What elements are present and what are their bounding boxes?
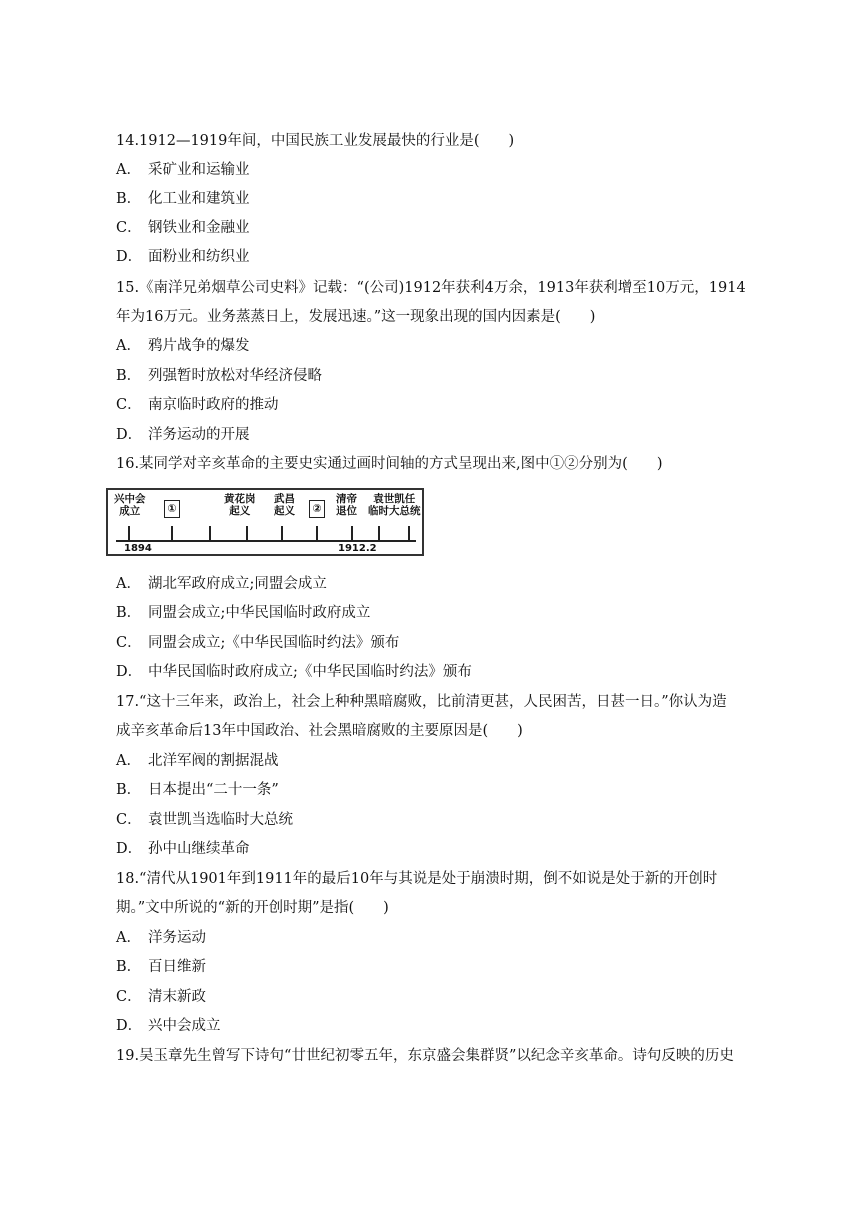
q14-option-b xyxy=(116,189,250,209)
option-text: 北洋军阀的割据混战 xyxy=(148,753,279,769)
option-text: 洋务运动 xyxy=(148,930,206,946)
timeline-tick xyxy=(281,526,283,540)
option-text: 同盟会成立;中华民国临时政府成立 xyxy=(148,605,371,621)
q17-option-b xyxy=(116,780,279,800)
q18-option-b xyxy=(116,957,206,977)
option-letter: B． xyxy=(116,368,142,384)
timeline-tick xyxy=(408,526,410,540)
option-text: 钢铁业和金融业 xyxy=(148,220,250,236)
option-letter: C． xyxy=(116,635,142,651)
timeline-year-end: 1912.2 xyxy=(338,543,377,554)
option-text: 列强暂时放松对华经济侵略 xyxy=(148,368,322,384)
q16-option-d xyxy=(116,662,472,682)
option-letter: A． xyxy=(116,338,141,354)
q18-option-c xyxy=(116,987,206,1007)
timeline-tick xyxy=(378,526,380,540)
option-letter: D． xyxy=(116,664,143,680)
option-letter: C． xyxy=(116,220,142,236)
option-text: 中华民国临时政府成立;《中华民国临时约法》颁布 xyxy=(148,664,472,680)
option-text: 洋务运动的开展 xyxy=(148,427,250,443)
option-text: 化工业和建筑业 xyxy=(148,191,250,207)
q19-stem-line1: 19.吴玉章先生曾写下诗句“廿世纪初零五年，东京盛会集群贤”以纪念辛亥革命。诗句反映的历史 xyxy=(116,1048,734,1064)
q14-stem: 14.1912—1919年间，中国民族工业发展最快的行业是( ) xyxy=(116,133,515,149)
timeline-tick xyxy=(171,526,173,540)
timeline-box-1: ① xyxy=(164,500,180,518)
q17-stem-line1: 17.“这十三年来，政治上，社会上种种黑暗腐败，比前清更甚，人民困苦，日甚一日。”你认为造 xyxy=(116,694,727,710)
option-letter: D． xyxy=(116,249,143,265)
option-letter: A． xyxy=(116,162,141,178)
timeline-label-yuanshikai: 袁世凯任 临时大总统 xyxy=(368,493,421,517)
option-text: 日本提出“二十一条” xyxy=(148,782,279,798)
option-letter: B． xyxy=(116,191,142,207)
q16-option-c xyxy=(116,633,399,653)
timeline-year-start: 1894 xyxy=(124,543,152,554)
q17-option-d xyxy=(116,839,250,859)
q17-option-a xyxy=(116,751,279,771)
option-text: 孙中山继续革命 xyxy=(148,841,250,857)
option-text: 同盟会成立;《中华民国临时约法》颁布 xyxy=(148,635,400,651)
q16-stem: 16.某同学对辛亥革命的主要史实通过画时间轴的方式呈现出来,图中①②分别为( ) xyxy=(116,456,663,472)
timeline-figure xyxy=(106,488,426,558)
q15-stem-line2: 年为16万元。业务蒸蒸日上，发展迅速。”这一现象出现的国内因素是( ) xyxy=(116,309,596,325)
option-letter: D． xyxy=(116,1018,143,1034)
timeline-tick xyxy=(351,526,353,540)
q16-option-b xyxy=(116,603,370,623)
option-letter: B． xyxy=(116,782,142,798)
q18-stem-line2: 期。”文中所说的“新的开创时期”是指( ) xyxy=(116,900,389,916)
option-letter: A． xyxy=(116,930,141,946)
q14-option-a xyxy=(116,160,250,180)
q15-stem-line1: 15.《南洋兄弟烟草公司史料》记载：“(公司)1912年获利4万余，1913年获利增至10万元，1914 xyxy=(116,280,746,296)
q17-stem-line2: 成辛亥革命后13年中国政治、社会黑暗腐败的主要原因是( ) xyxy=(116,723,523,739)
timeline-tick xyxy=(128,526,130,540)
timeline-label-huanghuagang: 黄花岗 起义 xyxy=(224,493,256,517)
option-letter: C． xyxy=(116,989,142,1005)
option-letter: B． xyxy=(116,959,142,975)
option-letter: D． xyxy=(116,841,143,857)
timeline-tick xyxy=(209,526,211,540)
option-text: 湖北军政府成立;同盟会成立 xyxy=(148,576,327,592)
option-text: 袁世凯当选临时大总统 xyxy=(148,812,293,828)
option-text: 兴中会成立 xyxy=(148,1018,221,1034)
option-letter: A． xyxy=(116,753,141,769)
option-letter: C． xyxy=(116,397,142,413)
option-letter: D． xyxy=(116,427,143,443)
timeline-label-qingdi: 清帝 退位 xyxy=(336,493,357,517)
q18-option-d xyxy=(116,1016,221,1036)
option-text: 采矿业和运输业 xyxy=(148,162,250,178)
timeline-label-wuchang: 武昌 起义 xyxy=(274,493,295,517)
option-text: 百日维新 xyxy=(148,959,206,975)
q15-option-b xyxy=(116,366,322,386)
option-letter: C． xyxy=(116,812,142,828)
q15-option-c xyxy=(116,395,279,415)
timeline-axis xyxy=(116,540,416,542)
timeline-label-xingzhonghui: 兴中会 成立 xyxy=(114,493,146,517)
option-letter: A． xyxy=(116,576,141,592)
timeline-tick xyxy=(246,526,248,540)
q16-option-a xyxy=(116,574,327,594)
option-text: 鸦片战争的爆发 xyxy=(148,338,250,354)
option-text: 南京临时政府的推动 xyxy=(148,397,279,413)
timeline-box-2: ② xyxy=(309,500,325,518)
q17-option-c xyxy=(116,810,293,830)
q14-option-c xyxy=(116,218,250,238)
option-text: 清末新政 xyxy=(148,989,206,1005)
option-letter: B． xyxy=(116,605,142,621)
q18-stem-line1: 18.“清代从1901年到1911年的最后10年与其说是处于崩溃时期，倒不如说是处于新的开创时 xyxy=(116,871,718,887)
timeline-tick xyxy=(316,526,318,540)
q14-option-d xyxy=(116,247,250,267)
option-text: 面粉业和纺织业 xyxy=(148,249,250,265)
q15-option-a xyxy=(116,336,250,356)
q15-option-d xyxy=(116,425,250,445)
q18-option-a xyxy=(116,928,206,948)
